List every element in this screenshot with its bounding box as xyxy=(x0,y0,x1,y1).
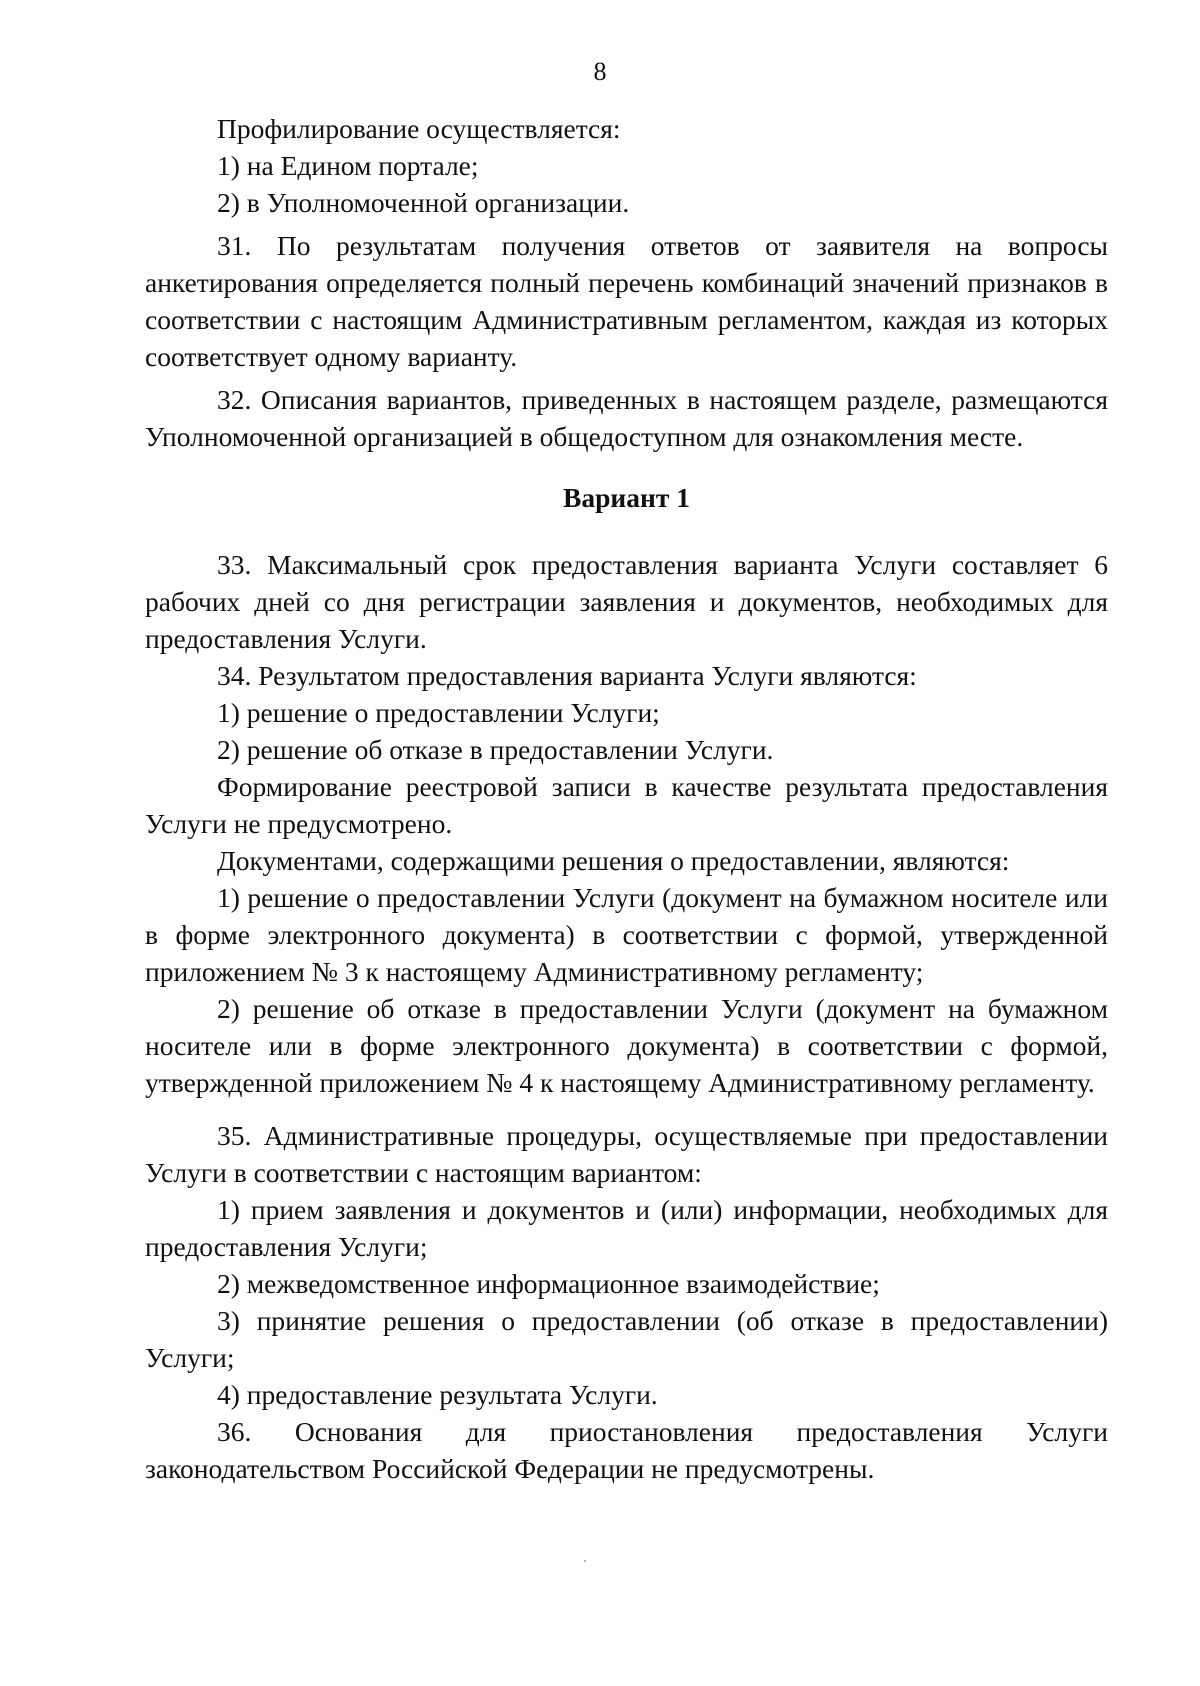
paragraph-documents-intro: Документами, содержащими решения о предоставлении, являются: xyxy=(217,845,1010,876)
paragraph-32: 32. Описания вариантов, приведенных в настоящем разделе, размещаются Уполномоченной организацией в общедоступном для ознакомления месте. xyxy=(145,384,1108,452)
paragraph-31: 31. По результатам получения ответов от заявителя на вопросы анкетирования определяется полный перечень комбинаций значений признаков в соответствии с настоящим Административным регламентом, каждая из которых соответствует одному варианту. xyxy=(145,230,1108,372)
list-item-unified-portal: 1) на Едином портале; xyxy=(217,150,479,181)
paragraph-35: 35. Административные процедуры, осуществляемые при предоставлении Услуги в соответствии с настоящим вариантом: xyxy=(145,1120,1108,1188)
document-body xyxy=(145,110,1108,1487)
list-item-decision-refusal: 2) решение об отказе в предоставлении Услуги. xyxy=(217,734,774,765)
list-item-decision-grant: 1) решение о предоставлении Услуги; xyxy=(217,697,660,728)
page-number: 8 xyxy=(593,57,607,86)
paragraph-profiling-intro: Профилирование осуществляется: xyxy=(217,113,621,144)
list-item-procedure-4: 4) предоставление результата Услуги. xyxy=(217,1379,658,1410)
list-item-authorized-organization: 2) в Уполномоченной организации. xyxy=(217,187,630,218)
section-heading-variant-1: Вариант 1 xyxy=(563,482,690,513)
list-item-document-grant: 1) решение о предоставлении Услуги (документ на бумажном носителе или в форме электронного документа) в соответствии с формой, утвержденной приложением № 3 к настоящему Административному регламенту; xyxy=(145,882,1108,987)
scan-speck xyxy=(584,1560,586,1562)
paragraph-36: 36. Основания для приостановления предоставления Услуги законодательством Российской Федерации не предусмотрены. xyxy=(145,1416,1108,1484)
list-item-procedure-3: 3) принятие решения о предоставлении (об отказе в предоставлении) Услуги; xyxy=(145,1305,1108,1373)
list-item-procedure-1: 1) прием заявления и документов и (или) информации, необходимых для предоставления Услуги; xyxy=(145,1194,1108,1262)
paragraph-34: 34. Результатом предоставления варианта Услуги являются: xyxy=(217,660,917,691)
list-item-document-refusal: 2) решение об отказе в предоставлении Услуги (документ на бумажном носителе или в форме электронного документа) в соответствии с формой, утвержденной приложением № 4 к настоящему Административному регламенту. xyxy=(145,993,1108,1098)
list-item-procedure-2: 2) межведомственное информационное взаимодействие; xyxy=(217,1268,880,1299)
paragraph-33: 33. Максимальный срок предоставления варианта Услуги составляет 6 рабочих дней со дня регистрации заявления и документов, необходимых для предоставления Услуги. xyxy=(145,549,1108,654)
paragraph-registry-record: Формирование реестровой записи в качестве результата предоставления Услуги не предусмотрено. xyxy=(145,771,1108,839)
